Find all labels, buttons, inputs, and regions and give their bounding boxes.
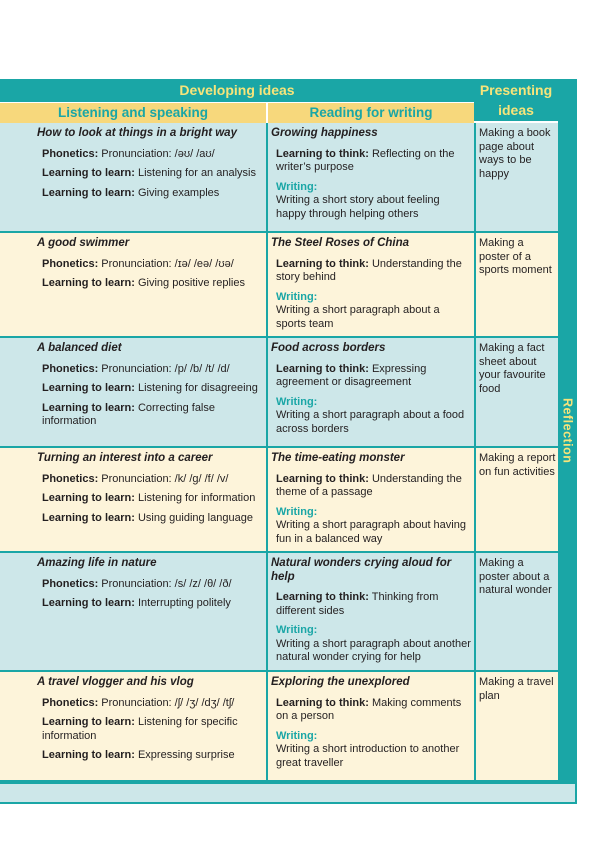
ls-item-text: Giving examples bbox=[134, 186, 220, 199]
reading-writing-cell bbox=[271, 237, 471, 331]
listening-speaking-cell bbox=[37, 452, 265, 531]
writing-text: Writing a short paragraph about another natural wonder crying for help bbox=[276, 637, 471, 663]
ls-item-label: Phonetics: bbox=[42, 362, 99, 375]
ls-item bbox=[42, 492, 265, 506]
ls-item-label: Learning to learn: bbox=[42, 401, 135, 414]
presenting-ideas-cell: Making a fact sheet about your favourite food bbox=[479, 342, 546, 395]
rw-title: Growing happiness bbox=[271, 127, 378, 139]
listening-speaking-cell bbox=[37, 342, 265, 435]
writing-label: Writing: bbox=[276, 729, 318, 742]
ls-item bbox=[42, 473, 265, 487]
column-divider bbox=[474, 233, 476, 336]
writing-label: Writing: bbox=[276, 505, 318, 518]
ls-item-label: Learning to learn: bbox=[42, 492, 135, 504]
ls-item bbox=[42, 578, 265, 592]
presenting-ideas-cell: Making a travel plan bbox=[479, 676, 554, 702]
ls-title: How to look at things in a bright way bbox=[37, 127, 237, 139]
learning-to-think bbox=[276, 258, 471, 285]
ls-item bbox=[42, 167, 265, 181]
ls-item-text: Giving positive replies bbox=[134, 277, 245, 289]
learning-to-think-label: Learning to think: bbox=[276, 472, 369, 485]
ls-item bbox=[42, 402, 265, 429]
presenting-ideas-cell: Making a report on fun activities bbox=[479, 452, 556, 478]
ls-item-text: Pronunciation: /ʃ/ /ʒ/ /dʒ/ /tʃ/ bbox=[98, 696, 235, 709]
learning-to-think-label: Learning to think: bbox=[276, 147, 369, 160]
ls-item-text: Listening for disagreeing bbox=[134, 382, 258, 394]
learning-to-think-label: Learning to think: bbox=[276, 696, 369, 709]
ls-item-label: Learning to learn: bbox=[42, 186, 135, 199]
writing-label: Writing: bbox=[276, 395, 318, 408]
writing-text: Writing a short introduction to another great traveller bbox=[276, 743, 460, 769]
unit-row bbox=[0, 338, 558, 448]
writing-label: Writing: bbox=[276, 290, 318, 303]
unit-row bbox=[0, 448, 558, 553]
ls-item bbox=[42, 597, 265, 611]
ls-item-label: Learning to learn: bbox=[42, 716, 135, 728]
unit-row bbox=[0, 553, 558, 672]
reading-writing-cell bbox=[271, 452, 471, 546]
ls-item bbox=[42, 258, 265, 272]
column-divider bbox=[266, 233, 268, 336]
listening-speaking-cell bbox=[37, 557, 265, 617]
writing-text: Writing a short paragraph about a sports team bbox=[276, 304, 440, 330]
listening-speaking-cell bbox=[37, 237, 265, 297]
ls-item-text: Pronunciation: /ɪə/ /eə/ /ʊə/ bbox=[98, 257, 234, 270]
bottom-bar bbox=[0, 782, 577, 804]
listening-speaking-header: Listening and speaking bbox=[0, 103, 266, 123]
ls-item-text: Pronunciation: /k/ /g/ /f/ /v/ bbox=[98, 472, 229, 485]
ls-item bbox=[42, 697, 265, 711]
reading-writing-header: Reading for writing bbox=[268, 103, 474, 123]
column-divider bbox=[266, 553, 268, 670]
listening-speaking-cell bbox=[37, 676, 265, 769]
learning-to-think bbox=[276, 697, 471, 724]
learning-to-think-text: Expressing agreement or disagreement bbox=[276, 362, 427, 388]
ls-item-label: Learning to learn: bbox=[42, 277, 135, 289]
ls-title: Turning an interest into a career bbox=[37, 452, 213, 464]
column-divider bbox=[474, 672, 476, 780]
reading-writing-cell bbox=[271, 127, 471, 221]
rw-title: The time-eating monster bbox=[271, 452, 405, 464]
column-divider bbox=[474, 123, 476, 231]
ls-item-text: Pronunciation: /əʊ/ /aʊ/ bbox=[98, 147, 215, 160]
ls-item bbox=[42, 749, 265, 763]
unit-row bbox=[0, 233, 558, 338]
column-divider bbox=[266, 448, 268, 551]
reflection-label-wrap bbox=[558, 79, 577, 782]
ls-item bbox=[42, 512, 265, 526]
learning-to-think-label: Learning to think: bbox=[276, 257, 369, 270]
ls-item-text: Pronunciation: /p/ /b/ /t/ /d/ bbox=[98, 362, 230, 375]
ls-item-text: Expressing surprise bbox=[134, 749, 235, 761]
ls-item bbox=[42, 363, 265, 377]
reading-writing-cell bbox=[271, 676, 471, 770]
ls-item bbox=[42, 148, 265, 162]
ls-title: A travel vlogger and his vlog bbox=[37, 676, 194, 688]
ls-item bbox=[42, 187, 265, 201]
ls-item-text: Listening for information bbox=[134, 492, 256, 504]
column-divider bbox=[266, 672, 268, 780]
learning-to-think bbox=[276, 473, 471, 500]
ls-item-label: Phonetics: bbox=[42, 472, 99, 485]
learning-to-think-label: Learning to think: bbox=[276, 591, 369, 603]
learning-to-think-label: Learning to think: bbox=[276, 362, 369, 375]
ls-item-label: Phonetics: bbox=[42, 577, 99, 590]
ls-item-label: Learning to learn: bbox=[42, 597, 135, 609]
learning-to-think bbox=[276, 591, 471, 618]
ls-title: A good swimmer bbox=[37, 237, 130, 249]
ls-item-text: Correcting false information bbox=[42, 401, 215, 427]
ls-title: Amazing life in nature bbox=[37, 557, 157, 569]
learning-to-think bbox=[276, 363, 471, 390]
ls-item-text: Pronunciation: /s/ /z/ /θ/ /ð/ bbox=[98, 577, 232, 590]
learning-to-think-text: Thinking from different sides bbox=[276, 591, 439, 617]
learning-to-think-text: Reflecting on the writer’s purpose bbox=[276, 147, 455, 173]
ls-item-label: Learning to learn: bbox=[42, 749, 135, 761]
learning-to-think-text: Understanding the story behind bbox=[276, 257, 462, 283]
unit-row bbox=[0, 672, 558, 782]
column-divider bbox=[266, 338, 268, 446]
ls-item-text: Listening for an analysis bbox=[134, 167, 256, 179]
ls-item-label: Phonetics: bbox=[42, 147, 99, 160]
developing-ideas-header: Developing ideas bbox=[0, 79, 474, 102]
ls-title: A balanced diet bbox=[37, 342, 122, 354]
ls-item-label: Phonetics: bbox=[42, 696, 99, 709]
ls-item bbox=[42, 716, 265, 743]
rw-title: Natural wonders crying aloud for help bbox=[271, 557, 452, 583]
rw-title: Food across borders bbox=[271, 342, 386, 354]
presenting-ideas-header bbox=[474, 79, 558, 121]
ls-item-label: Learning to learn: bbox=[42, 511, 135, 524]
writing-label: Writing: bbox=[276, 624, 318, 636]
ls-item-label: Learning to learn: bbox=[42, 382, 135, 394]
ls-item bbox=[42, 277, 265, 291]
unit-row bbox=[0, 123, 558, 233]
learning-to-think-text: Understanding the theme of a passage bbox=[276, 472, 462, 498]
rw-title: Exploring the unexplored bbox=[271, 676, 410, 688]
writing-text: Writing a short paragraph about a food across borders bbox=[276, 409, 465, 435]
listening-speaking-cell bbox=[37, 127, 265, 206]
learning-to-think bbox=[276, 148, 471, 175]
reflection-label: Reflection bbox=[560, 397, 575, 464]
presenting-ideas-cell: Making a book page about ways to be happy bbox=[479, 127, 551, 180]
ls-item-text: Using guiding language bbox=[134, 511, 253, 524]
ls-item-label: Phonetics: bbox=[42, 257, 99, 270]
reading-writing-cell bbox=[271, 557, 471, 665]
column-divider bbox=[266, 123, 268, 231]
presenting-ideas-cell: Making a poster about a natural wonder bbox=[479, 557, 552, 596]
writing-text: Writing a short story about feeling happy through helping others bbox=[276, 194, 440, 220]
ls-item-text: Interrupting politely bbox=[134, 597, 231, 609]
ls-item-label: Learning to learn: bbox=[42, 167, 135, 179]
ls-item-text: Listening for specific information bbox=[42, 716, 238, 742]
writing-label: Writing: bbox=[276, 180, 318, 193]
column-divider bbox=[474, 553, 476, 670]
writing-text: Writing a short paragraph about having fun in a balanced way bbox=[276, 519, 466, 545]
reading-writing-cell bbox=[271, 342, 471, 436]
learning-to-think-text: Making comments on a person bbox=[276, 696, 462, 722]
presenting-ideas-line2: ideas bbox=[498, 102, 534, 118]
column-divider bbox=[474, 448, 476, 551]
presenting-ideas-cell: Making a poster of a sports moment bbox=[479, 237, 552, 276]
ls-item bbox=[42, 382, 265, 396]
column-divider bbox=[474, 338, 476, 446]
presenting-ideas-line1: Presenting bbox=[479, 82, 553, 98]
rw-title: The Steel Roses of China bbox=[271, 237, 410, 249]
